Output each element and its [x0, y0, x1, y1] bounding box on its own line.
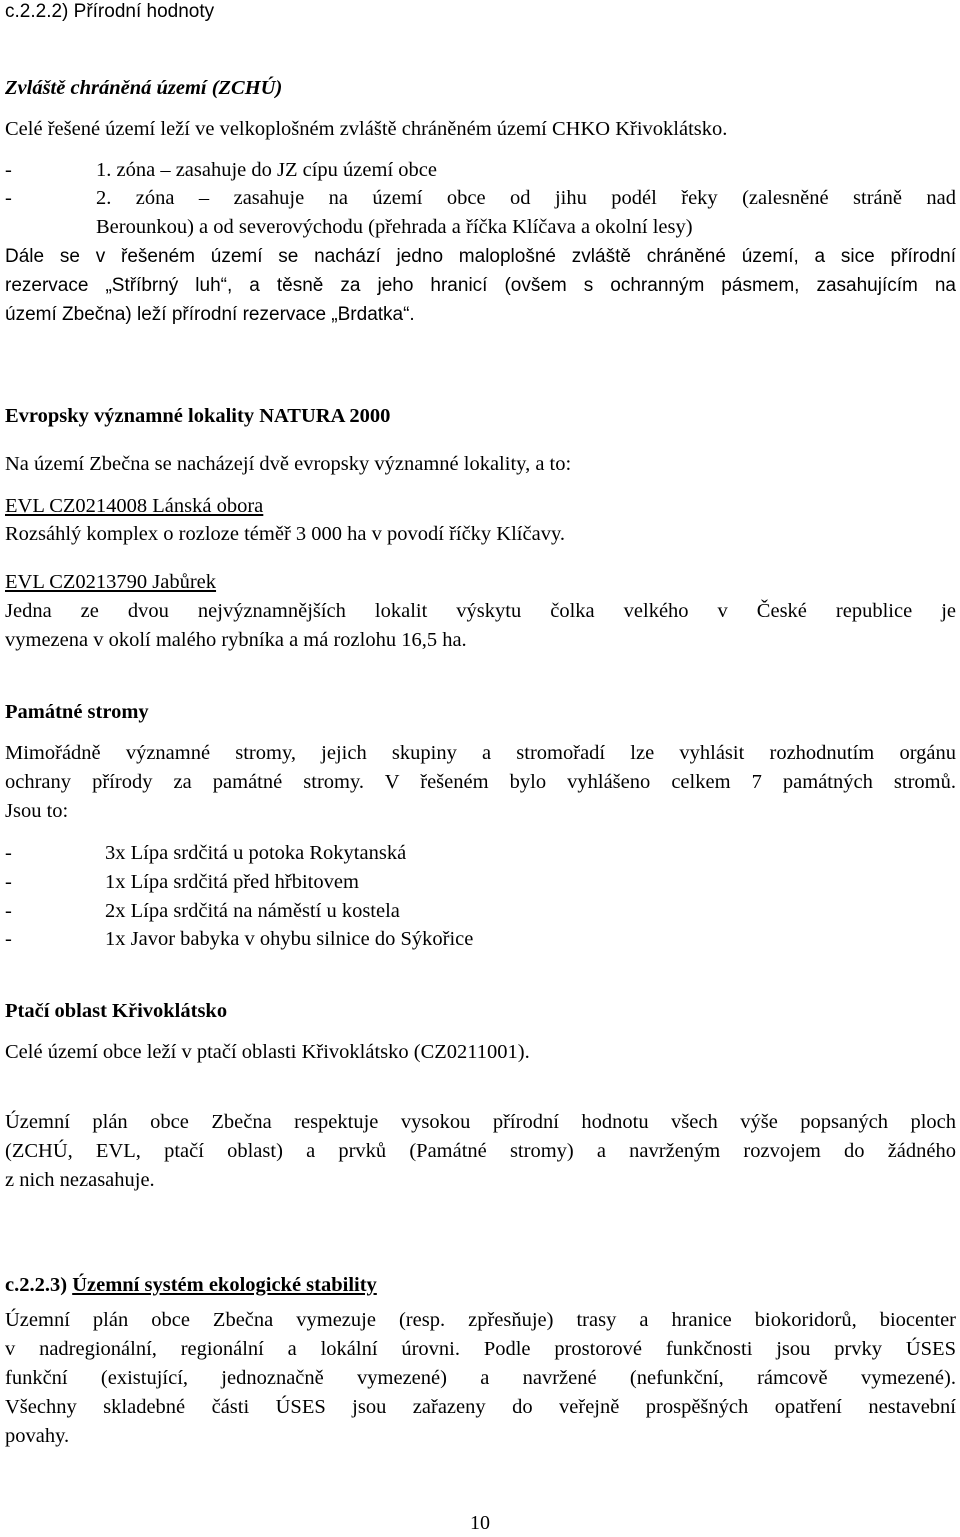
summary-line: z nich nezasahuje. — [5, 1169, 155, 1191]
list-dash: - — [5, 159, 12, 181]
summary-line: Územní plán obce Zbečna respektuje vysokou přírodní hodnotu všech výše popsaných ploch — [5, 1111, 956, 1133]
trees-paragraph-line: Jsou to: — [5, 800, 69, 822]
list-text: 1. zóna – zasahuje do JZ cípu území obce — [96, 159, 437, 181]
list-text: 3x Lípa srdčitá u potoka Rokytanská — [105, 842, 407, 864]
list-dash: - — [5, 842, 12, 864]
evl-description: Jedna ze dvou nejvýznamnějších lokalit výskytu čolka velkého v České republice je — [5, 600, 956, 622]
zchu-paragraph-line: rezervace „Stříbrný luh“, a těsně za jeho hranicí (ovšem s ochranným pásmem, zasahujícím na — [5, 275, 956, 296]
uses-paragraph-line: povahy. — [5, 1425, 70, 1447]
page-number: 10 — [470, 1512, 490, 1534]
list-text: 1x Lípa srdčitá před hřbitovem — [105, 871, 359, 893]
list-dash: - — [5, 871, 12, 893]
zchu-heading: Zvláště chráněná území (ZCHÚ) — [5, 77, 283, 99]
trees-paragraph-line: Mimořádně významné stromy, jejich skupiny a stromořadí lze vyhlásit rozhodnutím orgánu — [5, 742, 956, 764]
zchu-intro: Celé řešené území leží ve velkoplošném zvláště chráněném území CHKO Křivoklátsko. — [5, 118, 728, 140]
list-text-continued: Berounkou) a od severovýchodu (přehrada a říčka Klíčava a okolní lesy) — [96, 216, 693, 238]
section-heading: c.2.2.2) Přírodní hodnoty — [5, 1, 215, 22]
natura-intro: Na území Zbečna se nacházejí dvě evropsky významné lokality, a to: — [5, 453, 572, 475]
natura-heading: Evropsky významné lokality NATURA 2000 — [5, 405, 391, 427]
uses-heading — [5, 1273, 956, 1297]
list-text: 2x Lípa srdčitá na náměstí u kostela — [105, 900, 400, 922]
birds-text: Celé území obce leží v ptačí oblasti Křivoklátsko (CZ0211001). — [5, 1041, 530, 1063]
trees-heading: Památné stromy — [5, 701, 149, 723]
uses-heading-title: Územní systém ekologické stability — [72, 1274, 377, 1296]
evl-description: Rozsáhlý komplex o rozloze téměř 3 000 ha v povodí říčky Klíčavy. — [5, 523, 565, 545]
evl-description-continued: vymezena v okolí malého rybníka a má rozlohu 16,5 ha. — [5, 629, 467, 651]
uses-paragraph-line: funkční (existující, jednoznačně vymezené) a navržené (nefunkční, rámcově vymezené). — [5, 1367, 956, 1389]
uses-heading-number: c.2.2.3) — [5, 1274, 73, 1296]
uses-paragraph-line: v nadregionální, regionální a lokální úrovni. Podle prostorové funkčnosti jsou prvky ÚSES — [5, 1338, 956, 1360]
zchu-paragraph-line: území Zbečna) leží přírodní rezervace „Brdatka“. — [5, 304, 415, 325]
evl-title: EVL CZ0214008 Lánská obora — [5, 495, 264, 517]
list-text: 1x Javor babyka v ohybu silnice do Sýkořice — [105, 928, 474, 950]
summary-line: (ZCHÚ, EVL, ptačí oblast) a prvků (Památné stromy) a navrženým rozvojem do žádného — [5, 1140, 956, 1162]
uses-paragraph-line: Územní plán obce Zbečna vymezuje (resp. zpřesňuje) trasy a hranice biokoridorů, biocenter — [5, 1309, 956, 1331]
list-dash: - — [5, 928, 12, 950]
list-dash: - — [5, 900, 12, 922]
list-text: 2. zóna – zasahuje na území obce od jihu podél řeky (zalesněné stráně nad — [96, 187, 956, 209]
list-dash: - — [5, 187, 12, 209]
zchu-paragraph-line: Dále se v řešeném území se nachází jedno maloplošné zvláště chráněné území, a sice přírodní — [5, 246, 956, 267]
uses-paragraph-line: Všechny skladebné části ÚSES jsou zařazeny do veřejně prospěšných opatření nestavební — [5, 1396, 956, 1418]
trees-paragraph-line: ochrany přírody za památné stromy. V řešeném bylo vyhlášeno celkem 7 památných stromů. — [5, 771, 956, 793]
birds-heading: Ptačí oblast Křivoklátsko — [5, 1000, 228, 1022]
evl-title: EVL CZ0213790 Jabůrek — [5, 571, 217, 593]
